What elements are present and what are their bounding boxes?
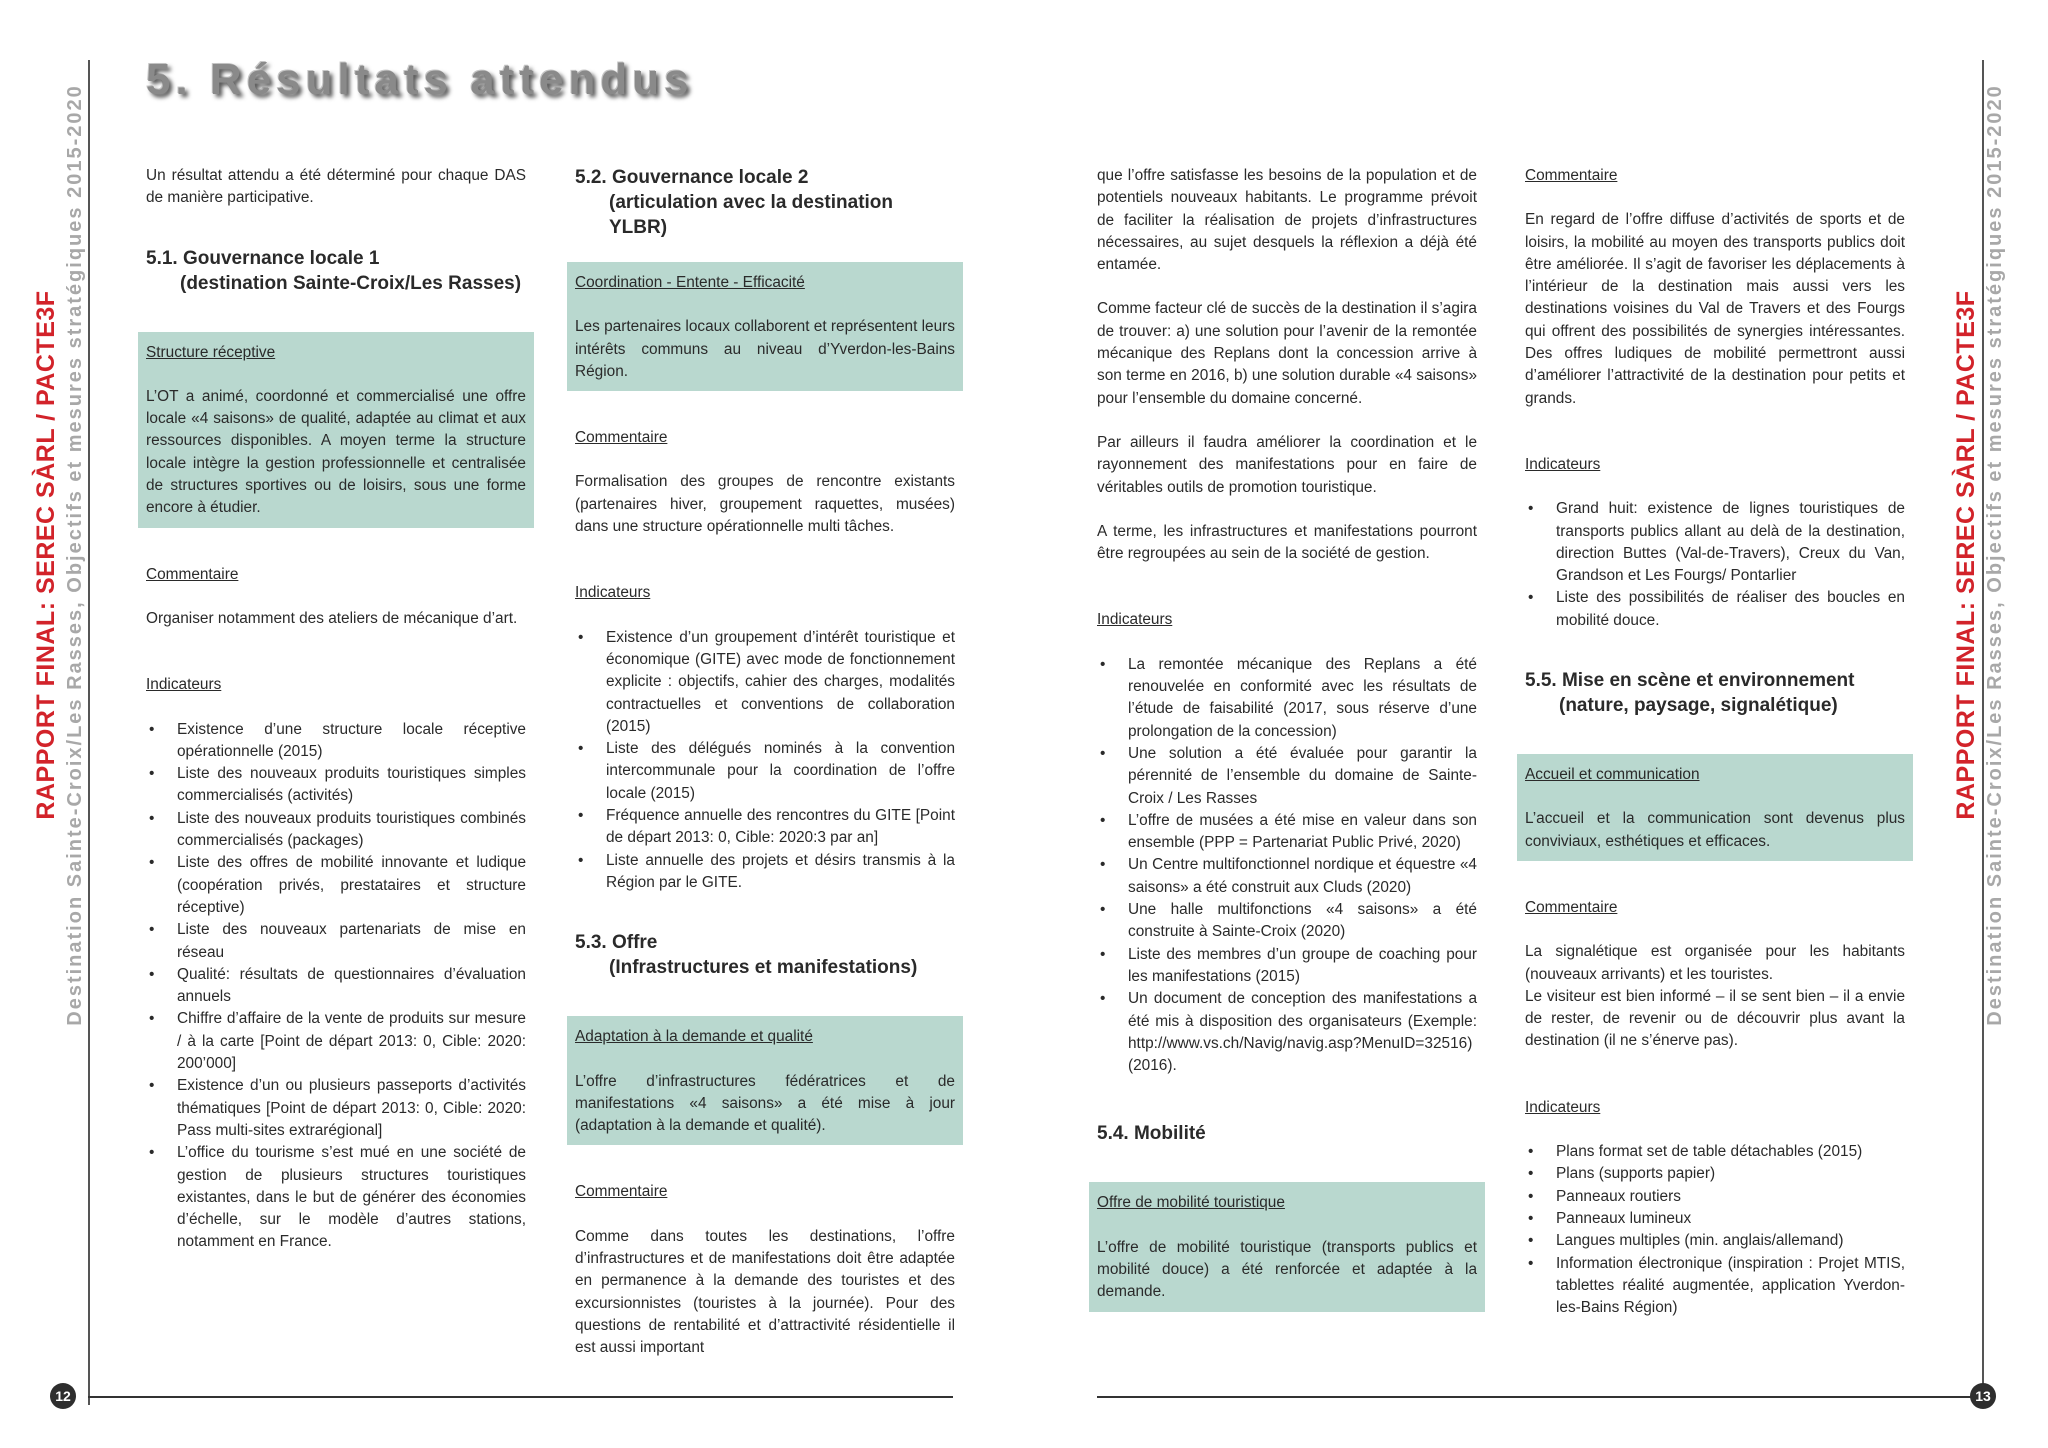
indicators-label: Indicateurs <box>575 584 651 602</box>
column-3 <box>1097 165 1477 1334</box>
comment-text: Comme dans toutes les destinations, l’offre d’infrastructures et de manifestations doit être adaptée en permanence à la demande des touristes et des excursionnistes (touristes à la journée). Pour des questions de rentabilité et d’attractivité résidentielle il est aussi important <box>575 1227 955 1357</box>
indicators-list <box>1097 654 1477 1078</box>
left-page-rule <box>88 60 90 1405</box>
sidebar-report-title: RAPPORT FINAL: SEREC SÀRL / PACTE3F <box>1952 290 1980 820</box>
indicators-label: Indicateurs <box>146 676 222 694</box>
section-heading-5-1 <box>146 246 526 296</box>
box-label: Coordination - Entente - Efficacité <box>575 274 805 291</box>
result-box-accueil <box>1517 754 1913 861</box>
heading-subtitle: (destination Sainte-Croix/Les Rasses) <box>180 272 522 294</box>
list-item: • Une halle multifonctions «4 saisons» a été construite à Sainte-Croix (2020) <box>1097 899 1477 944</box>
right-page-rule <box>1982 60 1984 1405</box>
box-text: L’offre de mobilité touristique (transports publics et mobilité douce) a été renforcée et adaptée à la demande. <box>1097 1238 1477 1301</box>
paragraph: Par ailleurs il faudra améliorer la coordination et le rayonnement des manifestations pour en faire de véritables outils de promotion touristique. <box>1097 433 1477 496</box>
list-item: • Liste des nouveaux partenariats de mise en réseau <box>146 919 526 964</box>
section-heading-5-3 <box>575 930 955 980</box>
comment-label: Commentaire <box>1525 167 1618 184</box>
comment-label: Commentaire <box>575 429 668 447</box>
list-item: • Liste des offres de mobilité innovante et ludique (coopération privés, prestataires et structure réceptive) <box>146 852 526 919</box>
box-text: L’accueil et la communication sont devenus plus conviviaux, esthétiques et efficaces. <box>1525 810 1905 850</box>
list-item: • Liste des nouveaux produits touristiques combinés commercialisés (packages) <box>146 808 526 853</box>
list-item: • La remontée mécanique des Replans a été renouvelée en conformité avec les résultats de l’étude de faisabilité (2017, sous réserve d’une prolongation de la concession) <box>1097 654 1477 743</box>
heading-number: 5.1. Gouvernance locale 1 <box>146 247 380 269</box>
sidebar-left-text <box>31 84 89 1025</box>
list-item: • Qualité: résultats de questionnaires d’évaluation annuels <box>146 964 526 1009</box>
comment-text: Organiser notamment des ateliers de mécanique d’art. <box>146 609 518 627</box>
paragraph: Comme facteur clé de succès de la destination il s’agira de trouver: a) une solution pour l’avenir de la remontée mécanique des Replans dont la concession arrive à son terme en 2016, b) une solution durable «4 saisons» pour l’ensemble du domaine concerné. <box>1097 300 1477 407</box>
left-footer-rule <box>88 1396 953 1398</box>
heading-subtitle: (nature, paysage, signalétique) <box>1559 695 1838 717</box>
heading-number: 5.5. Mise en scène et environnement <box>1525 670 1855 692</box>
comment-text: Formalisation des groupes de rencontre existants (partenaires hiver, groupement raquettes, musées) dans une structure opérationnelle multi tâches. <box>575 473 955 536</box>
indicators-label: Indicateurs <box>1525 1098 1601 1116</box>
heading-number: 5.3. Offre <box>575 932 658 954</box>
page-number-left: 12 <box>50 1383 76 1409</box>
list-item: • Un Centre multifonctionnel nordique et équestre «4 saisons» a été construit aux Cluds (2020) <box>1097 854 1477 899</box>
list-item: • L’office du tourisme s’est mué en une société de gestion de plusieurs structures touristiques existantes, dans le but de générer des économies d’échelle, sur le modèle d’autres stations, notamment en France. <box>146 1142 526 1253</box>
sidebar-report-subtitle: Destination Sainte-Croix/Les Rasses, Objectifs et mesures stratégiques 2015-2020 <box>1984 84 2006 1026</box>
column-2 <box>575 165 955 1382</box>
box-text: L’OT a animé, coordonné et commercialisé une offre locale «4 saisons» de qualité, adaptée au climat et aux ressources disponibles. A moyen terme la structure locale intègre la gestion professionnelle et centralisée de structures sportives ou de loisirs, sous une forme encore à étudier. <box>146 387 526 517</box>
list-item: • Liste annuelle des projets et désirs transmis à la Région par le GITE. <box>575 850 955 895</box>
section-heading-5-5 <box>1525 668 1905 718</box>
list-item: • Une solution a été évaluée pour garantir la pérennité de l’ensemble du domaine de Sainte-Croix / Les Rasses <box>1097 743 1477 810</box>
list-item: • Grand huit: existence de lignes touristiques de transports publics allant au delà de la destination, direction Buttes (Val-de-Travers), Creux du Van, Grandson et Les Fourgs/ Pontarlier <box>1525 498 1905 587</box>
box-label: Offre de mobilité touristique <box>1097 1194 1285 1212</box>
list-item: • Chiffre d’affaire de la vente de produits sur mesure / à la carte [Point de départ 2013: 0, Cible: 2020: 200’000] <box>146 1008 526 1075</box>
indicators-label: Indicateurs <box>1525 455 1601 473</box>
comment-label: Commentaire <box>575 1183 668 1201</box>
heading-subtitle: (Infrastructures et manifestations) <box>609 957 918 979</box>
indicators-list <box>575 627 955 895</box>
indicators-list <box>1525 498 1905 632</box>
box-text: L’offre d’infrastructures fédératrices et de manifestations «4 saisons» a été mise à jour (adaptation à la demande et qualité). <box>575 1072 955 1135</box>
list-item: • Liste des délégués nominés à la convention intercommunale pour la coordination de l’offre locale (2015) <box>575 738 955 805</box>
right-footer-rule <box>1097 1396 1983 1398</box>
list-item: • Liste des membres d’un groupe de coaching pour les manifestations (2015) <box>1097 944 1477 989</box>
sidebar-left <box>25 0 95 1026</box>
list-item: • Langues multiples (min. anglais/allemand) <box>1525 1230 1905 1252</box>
box-text: Les partenaires locaux collaborent et représentent leurs intérêts communs au niveau d’Yverdon-les-Bains Région. <box>575 318 955 380</box>
list-item: • Existence d’un ou plusieurs passeports d’activités thématiques [Point de départ 2013: 0, Cible: 2020: Pass multi-sites extrarégional] <box>146 1075 526 1142</box>
list-item: • Existence d’une structure locale réceptive opérationnelle (2015) <box>146 719 526 764</box>
comment-text: La signalétique est organisée pour les habitants (nouveaux arrivants) et les touristes. <box>1525 943 1905 983</box>
list-item: • Liste des possibilités de réaliser des boucles en mobilité douce. <box>1525 587 1905 632</box>
section-heading-5-4: 5.4. Mobilité <box>1097 1123 1206 1145</box>
list-item: • Liste des nouveaux produits touristiques simples commercialisés (activités) <box>146 763 526 808</box>
list-item: • Panneaux lumineux <box>1525 1208 1905 1230</box>
result-box-adaptation <box>567 1016 963 1145</box>
list-item: • Panneaux routiers <box>1525 1186 1905 1208</box>
list-item: • Fréquence annuelle des rencontres du GITE [Point de départ 2013: 0, Cible: 2020:3 par an] <box>575 805 955 850</box>
list-item: • Plans format set de table détachables (2015) <box>1525 1141 1905 1163</box>
sidebar-right-text <box>1951 84 2009 1025</box>
sidebar-report-subtitle: Destination Sainte-Croix/Les Rasses, Objectifs et mesures stratégiques 2015-2020 <box>64 84 86 1026</box>
comment-label: Commentaire <box>1525 898 1618 916</box>
sidebar-right <box>1945 0 2015 1026</box>
column-1 <box>146 165 526 1276</box>
page-number-right: 13 <box>1970 1383 1996 1409</box>
result-box-mobilite <box>1089 1182 1485 1311</box>
comment-text: Le visiteur est bien informé – il se sent bien – il a envie de rester, de revenir ou de découvrir plus avant la destination (il ne s’énerve pas). <box>1525 987 1905 1050</box>
intro-paragraph: Un résultat attendu a été déterminé pour chaque DAS de manière participative. <box>146 167 526 207</box>
box-label: Structure réceptive <box>146 343 276 361</box>
comment-text: En regard de l’offre diffuse d’activités de sports et de loisirs, la mobilité au moyen des transports publics doit être améliorée. Il s’agit de favoriser les déplacements à l’intérieur de la destination mais aussi vers les destinations voisines du Val de Travers et des Fourgs qui offrent des possibilités de synergies intéressantes. Des offres ludiques de mobilité permettront aussi d’améliorer l’attractivité de la destination pour petits et grands. <box>1525 211 1905 407</box>
box-label: Accueil et communication <box>1525 766 1700 784</box>
list-item: • Existence d’un groupement d’intérêt touristique et économique (GITE) avec mode de fonctionnement explicite : objectifs, cahier des charges, modalités contractuelles et conventions de collaboration (2015) <box>575 627 955 738</box>
list-item: • Plans (supports papier) <box>1525 1163 1905 1185</box>
sidebar-report-title: RAPPORT FINAL: SEREC SÀRL / PACTE3F <box>32 290 60 820</box>
list-item: • Un document de conception des manifestations a été mis à disposition des organisateurs (Exemple: http://www.vs.ch/Navig/navig.asp?MenuID=32516) (2016). <box>1097 988 1477 1077</box>
column-4 <box>1525 165 1905 1341</box>
section-heading-5-2 <box>575 165 955 240</box>
list-item: • L’offre de musées a été mise en valeur dans son ensemble (PPP = Partenariat Public Privé, 2020) <box>1097 810 1477 855</box>
paragraph: A terme, les infrastructures et manifestations pourront être regroupées au sein de la société de gestion. <box>1097 522 1477 563</box>
heading-subtitle: (articulation avec la destination YLBR) <box>609 192 894 238</box>
indicators-list <box>1525 1141 1905 1319</box>
comment-label: Commentaire <box>146 565 239 583</box>
indicators-list <box>146 719 526 1254</box>
result-box-structure-receptive <box>138 332 534 528</box>
result-box-coordination <box>567 262 963 391</box>
box-label: Adaptation à la demande et qualité <box>575 1028 813 1046</box>
indicators-label: Indicateurs <box>1097 611 1173 629</box>
paragraph: que l’offre satisfasse les besoins de la population et de potentiels nouveaux habitants. Le programme prévoit de faciliter la réalisation de projets d’infrastructures nécessaires, au sujet desquels la réflexion a déjà été entamée. <box>1097 167 1477 274</box>
heading-number: 5.2. Gouvernance locale 2 <box>575 167 809 188</box>
list-item: • Information électronique (inspiration : Projet MTIS, tablettes réalité augmentée, application Yverdon-les-Bains Région) <box>1525 1253 1905 1320</box>
page-title: 5. Résultats attendus <box>146 55 694 104</box>
